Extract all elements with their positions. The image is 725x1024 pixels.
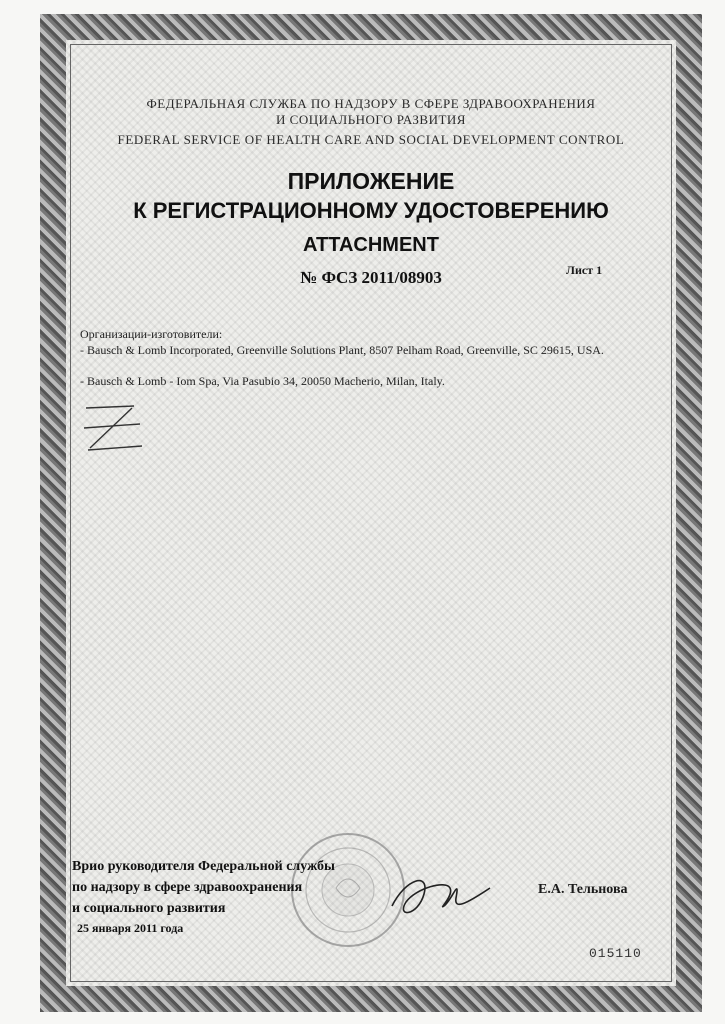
agency-name-en: FEDERAL SERVICE OF HEALTH CARE AND SOCIAL DEVELOPMENT CONTROL [117, 132, 625, 147]
manufacturer-entry-1: - Bausch & Lomb Incorporated, Greenville Solutions Plant, 8507 Pelham Road, Greenville, SC 29615, USA. [80, 343, 604, 357]
signatory-title-line1: Врио руководителя Федеральной службы [72, 859, 335, 874]
signatory-name: Е.А. Тельнова [538, 882, 628, 897]
z-strike-mark [82, 402, 146, 458]
signatory-title-line2: по надзору в сфере здравоохранения [72, 880, 303, 895]
issue-date: 25 января 2011 года [77, 921, 184, 935]
manufacturers-label: Организации-изготовители: [80, 327, 223, 341]
document-title: ПРИЛОЖЕНИЕ [287, 168, 455, 194]
document-subtitle: К РЕГИСТРАЦИОННОМУ УДОСТОВЕРЕНИЮ [133, 198, 609, 223]
sheet-number: Лист 1 [566, 263, 603, 277]
form-serial-number: 015110 [589, 946, 642, 961]
document-title-en: ATTACHMENT [303, 234, 439, 256]
signatory-title-line3: и социального развития [72, 901, 226, 916]
manufacturer-entry-2: - Bausch & Lomb - Iom Spa, Via Pasubio 34, 20050 Macherio, Milan, Italy. [80, 374, 445, 388]
handwritten-signature [386, 858, 496, 928]
certificate-number: № ФСЗ 2011/08903 [300, 268, 442, 287]
agency-name-ru-line2: И СОЦИАЛЬНОГО РАЗВИТИЯ [276, 112, 466, 127]
agency-name-ru-line1: ФЕДЕРАЛЬНАЯ СЛУЖБА ПО НАДЗОРУ В СФЕРЕ ЗДРАВООХРАНЕНИЯ [146, 96, 596, 111]
